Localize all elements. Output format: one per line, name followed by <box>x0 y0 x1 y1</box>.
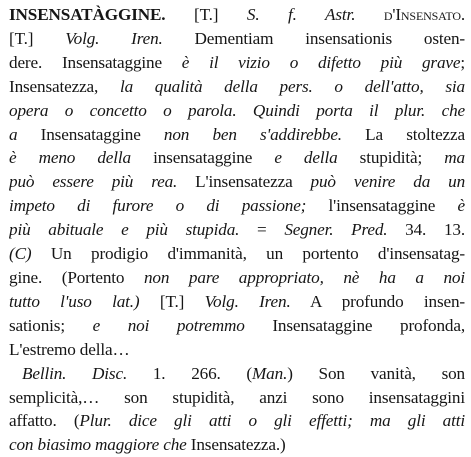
text-span: L'insensatezza <box>177 172 311 192</box>
text-span: semplicità,… son stupidità, anzi sono insensataggini <box>9 387 465 407</box>
text-span: Un prodigio d'immanità, un portento d'insensatag- <box>31 244 465 264</box>
entry-line <box>9 218 465 242</box>
italic-text: impeto di furore o di passione; <box>9 196 307 216</box>
italic-text: S. f. Astr. <box>246 5 356 24</box>
text-span: dere. Insensataggine <box>9 52 182 72</box>
italic-text: è <box>457 196 465 216</box>
text-span: La stoltezza <box>341 124 465 144</box>
entry-line <box>9 27 465 51</box>
entry-line <box>9 51 465 75</box>
entry-line <box>9 362 465 386</box>
entry-line <box>9 3 465 27</box>
italic-text: Plur. dice gli atti o gli effetti; ma gli atti <box>79 411 465 431</box>
entry-line <box>9 338 465 362</box>
entry-line <box>9 409 465 433</box>
text-span: Insensatezza.) <box>186 435 286 455</box>
italic-text: opera o concetto o parola. Quindi porta il plur. che <box>9 100 465 120</box>
italic-text: Volg. Iren. <box>65 28 163 48</box>
text-span: ) Son vanità, son <box>287 363 465 383</box>
text-span: Insensataggine <box>17 124 164 144</box>
entry-line <box>9 314 465 338</box>
text-span: affatto. ( <box>9 411 80 431</box>
entry-line <box>9 242 465 266</box>
italic-text: e noi potremmo <box>92 315 245 335</box>
italic-text: non pare appropriato, nè ha a noi <box>143 267 465 287</box>
text-span: gine. (Portento <box>9 267 144 287</box>
italic-text: con biasimo maggiore che <box>9 435 187 455</box>
italic-text: la qualità della pers. o dell'atto, sia <box>119 76 465 96</box>
text-span: ; <box>460 52 465 72</box>
entry-line <box>9 123 465 147</box>
italic-text: e della <box>274 148 338 168</box>
text-span: sationis; <box>9 315 93 335</box>
text-span: l'insensataggine <box>306 196 458 216</box>
entry-line <box>9 146 465 170</box>
text-span: [T.] <box>9 28 66 48</box>
italic-text: è meno della <box>9 148 131 168</box>
text-span: insensataggine <box>130 148 275 168</box>
entry-line <box>9 170 465 194</box>
italic-text: Man. <box>252 363 288 383</box>
italic-text: Volg. Iren. <box>204 291 291 311</box>
text-span: [T.] <box>165 5 247 24</box>
text-span: 34. 13. <box>387 220 465 240</box>
entry-line <box>9 290 465 314</box>
italic-text: più abituale e più stupida. <box>9 220 240 240</box>
text-span: Insensatezza, <box>9 76 120 96</box>
italic-text: Bellin. Disc. <box>22 363 128 383</box>
italic-text: a <box>9 124 18 144</box>
entry-line <box>9 194 465 218</box>
text-span: [T.] <box>139 291 205 311</box>
text-span: Dementiam insensationis osten- <box>162 28 465 48</box>
entry-line <box>9 266 465 290</box>
italic-text: è il vizio o difetto più grave <box>181 52 461 72</box>
text-span: A profundo insen- <box>290 291 465 311</box>
italic-text: Segner. Pred. <box>284 220 388 240</box>
italic-text: tutto l'uso lat.) <box>9 291 140 311</box>
small-caps-text: d'Insensato. <box>355 5 465 24</box>
text-span: Insensataggine profonda, <box>244 315 465 335</box>
italic-text: può essere più rea. <box>9 172 178 192</box>
headword: INSENSATÀGGINE. <box>9 5 166 24</box>
text-span: = <box>239 220 285 240</box>
entry-line <box>9 99 465 123</box>
entry-line <box>9 433 465 457</box>
text-span: 1. 266. ( <box>127 363 253 383</box>
entry-line <box>9 75 465 99</box>
italic-text: può venire da un <box>310 172 465 192</box>
italic-text: non ben s'addirebbe. <box>163 124 342 144</box>
italic-text: (C) <box>9 244 32 264</box>
text-span: L'estremo della… <box>9 339 130 359</box>
italic-text: ma <box>444 148 465 168</box>
text-span: stupidità; <box>337 148 445 168</box>
